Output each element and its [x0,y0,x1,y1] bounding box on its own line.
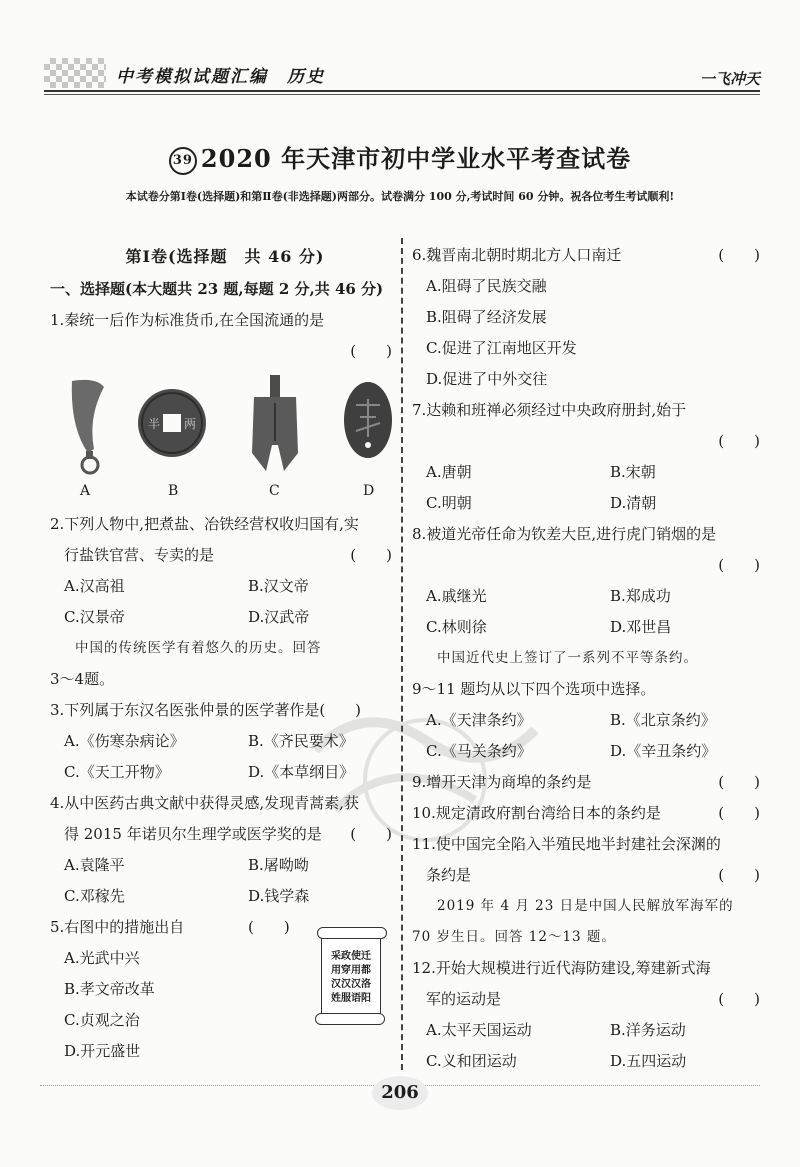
q3-option-d: D.《本草纲目》 [248,763,355,781]
q4-answer-blank: ( ) [350,825,392,843]
q4-stem-line2: 得 2015 年诺贝尔生理学或医学奖的是 ( ) [50,819,400,850]
scroll-roll-top [317,927,387,939]
q8-answer-blank: ( ) [718,556,760,574]
book-title: 中考模拟试题汇编 历史 [116,67,325,87]
q2-option-b: B.汉文帝 [248,577,309,595]
q2-stem-line1: 2.下列人物中,把煮盐、冶铁经营权收归国有,实 [50,515,359,533]
intro-12-13-line1: 2019 年 4 月 23 日是中国人民解放军海军的 [437,898,734,914]
column-divider [401,238,403,1070]
q8-options-cd [412,612,760,643]
q12-options-ab [412,1015,760,1046]
q9-stem: 9.增开天津为商埠的条约是 ( ) [412,767,760,798]
header-pattern [44,58,106,88]
intro-12-13-line2: 70 岁生日。回答 12～13 题。 [412,929,616,945]
exam-instructions: 本试卷分第Ⅰ卷(选择题)和第Ⅱ卷(非选择题)两部分。试卷满分 100 分,考试时间 60 分钟。祝各位考生考试顺利! [125,190,675,203]
q2-option-a: A.汉高祖 [64,577,125,595]
coin-char-left: 半 [148,417,161,431]
q7-answer-row [412,426,760,457]
q12-stem-line1: 12.开始大规模进行近代海防建设,筹建新式海 [412,959,711,977]
q2-option-c: C.汉景帝 [64,608,125,626]
exam-number-badge: 39 [169,147,197,175]
section-title: 第Ⅰ卷(选择题 共 46 分) [125,247,325,266]
q8-answer-row [412,550,760,581]
q7-options-cd [412,488,760,519]
section-heading: 一、选择题(本大题共 23 题,每题 2 分,共 46 分) [50,280,384,298]
running-header [44,58,760,92]
q3-options-ab [50,726,400,757]
treaty-option-c: C.《马关条约》 [426,742,532,760]
q10-answer-blank: ( ) [718,804,760,822]
q2-option-d: D.汉武帝 [248,608,310,626]
scroll-roll-bottom [315,1013,385,1025]
q4-options-ab [50,850,400,881]
treaty-option-d: D.《辛丑条约》 [610,742,717,760]
scroll-text: 采政使迁 用穿用都 汉汉汉洛 姓服语阳 [321,933,381,1017]
q5-option-c: C.贞观之治 [64,1011,140,1029]
header-rule-thin [44,94,760,95]
q7-option-c: C.明朝 [426,494,472,512]
q1-label-c: C [269,483,280,499]
q2-answer-blank: ( ) [350,546,392,564]
q5-scroll-image [315,925,387,1027]
knife-coin-icon [66,377,116,477]
spade-coin-icon [246,375,304,475]
q4-option-b: B.屠呦呦 [248,856,309,874]
q6-stem: 6.魏晋南北朝时期北方人口南迁 ( ) [412,240,760,271]
q4-option-c: C.邓稼先 [64,887,125,905]
ant-nose-coin-icon [342,379,394,461]
q7-stem: 7.达赖和班禅必须经过中央政府册封,始于 [412,401,687,419]
q9-answer-blank: ( ) [718,773,760,791]
intro-9-11-line1: 中国近代史上签订了一系列不平等条约。 [437,650,698,666]
intro-9-11-line2: 9～11 题均从以下四个选项中选择。 [412,680,656,698]
right-column [412,240,760,1077]
q12-option-d: D.五四运动 [610,1052,687,1070]
q6-option-c: C.促进了江南地区开发 [426,339,577,357]
round-coin-icon [136,387,208,459]
q4-stem-line1: 4.从中医药古典文献中获得灵感,发现青蒿素,获 [50,794,359,812]
page-number: 206 [372,1076,428,1110]
intro-3-4-line1: 中国的传统医学有着悠久的历史。回答 [75,640,322,656]
q2-options-ab [50,571,400,602]
q7-answer-blank: ( ) [718,432,760,450]
q11-answer-blank: ( ) [718,866,760,884]
q2-options-cd [50,602,400,633]
q5-stem: 5.右图中的措施出自 ( ) [50,912,400,943]
q8-option-a: A.戚继光 [426,587,487,605]
q1-coin-images [50,367,400,509]
q3-option-c: C.《天工开物》 [64,763,170,781]
q5-option-d: D.开元盛世 [64,1042,141,1060]
q3-option-a: A.《伤寒杂病论》 [64,732,185,750]
q8-option-d: D.邓世昌 [610,618,672,636]
q12-options-cd [412,1046,760,1077]
publisher-logo: 一飞冲天 [699,70,760,88]
q4-option-a: A.袁隆平 [64,856,125,874]
q4-options-cd [50,881,400,912]
q10-stem: 10.规定清政府割台湾给日本的条约是 ( ) [412,798,760,829]
q3-answer-blank: ( ) [319,701,362,719]
q8-option-b: B.郑成功 [610,587,671,605]
q1-label-d: D [363,483,375,499]
q12-stem-line2: 军的运动是 ( ) [412,984,760,1015]
q3-options-cd [50,757,400,788]
q7-option-b: B.宋朝 [610,463,656,481]
q8-option-c: C.林则徐 [426,618,487,636]
q7-option-d: D.清朝 [610,494,657,512]
q3-stem: 3.下列属于东汉名医张仲景的医学著作是( ) [50,701,362,719]
q12-answer-blank: ( ) [718,990,760,1008]
q12-option-c: C.义和团运动 [426,1052,517,1070]
q11-stem-line1: 11.使中国完全陷入半殖民地半封建社会深渊的 [412,835,721,853]
q2-stem-line2: 行盐铁官营、专卖的是 ( ) [50,540,400,571]
q6-answer-blank: ( ) [718,246,760,264]
q1-label-b: B [168,483,179,499]
q12-option-b: B.洋务运动 [610,1021,686,1039]
opts-9-11-ab [412,705,760,736]
q5-answer-blank: ( ) [248,918,290,936]
q4-option-d: D.钱学森 [248,887,310,905]
q1-label-a: A [80,483,91,499]
q6-option-a: A.阻碍了民族交融 [426,277,547,295]
q7-option-a: A.唐朝 [426,463,472,481]
exam-title [0,139,800,175]
q5-option-b: B.孝文帝改革 [64,980,155,998]
opts-9-11-cd [412,736,760,767]
q3-option-b: B.《齐民要术》 [248,732,354,750]
q1-answer-row [50,336,400,367]
q7-options-ab [412,457,760,488]
treaty-option-b: B.《北京条约》 [610,711,716,729]
q8-stem: 8.被道光帝任命为钦差大臣,进行虎门销烟的是 [412,525,717,543]
q6-option-d: D.促进了中外交往 [426,370,548,388]
q8-options-ab [412,581,760,612]
exam-title-text: 2020 年天津市初中学业水平考查试卷 [200,144,632,173]
intro-3-4-line2: 3～4题。 [50,670,115,688]
q5-option-a: A.光武中兴 [64,949,140,967]
q1-stem: 1.秦统一后作为标准货币,在全国流通的是 [50,311,325,329]
q12-option-a: A.太平天国运动 [426,1021,532,1039]
header-rule [44,90,760,92]
treaty-option-a: A.《天津条约》 [426,711,532,729]
coin-char-right: 两 [184,417,197,431]
q11-stem-line2: 条约是 ( ) [412,860,760,891]
q1-answer-blank: ( ) [350,342,392,360]
q6-option-b: B.阻碍了经济发展 [426,308,547,326]
